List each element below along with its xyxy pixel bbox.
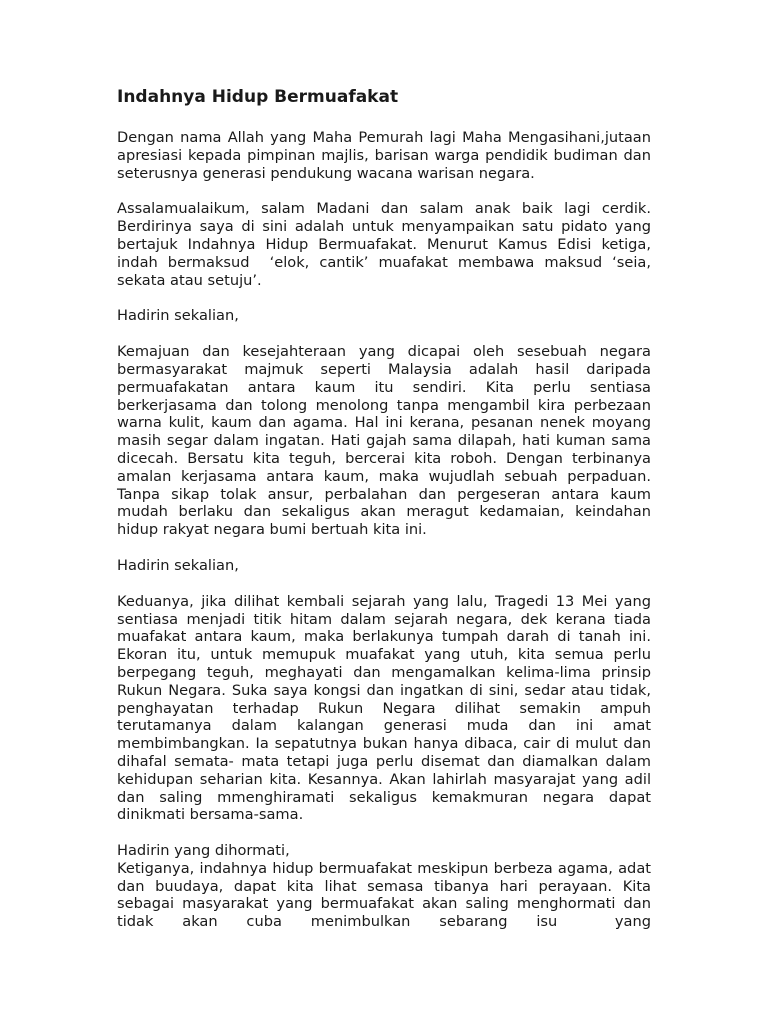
paragraph-address: Hadirin sekalian, <box>117 556 239 574</box>
paragraph-opening: Dengan nama Allah yang Maha Pemurah lagi Maha Mengasihani,jutaan apresiasi kepada pimpinan majlis, barisan warga pendidik budiman dan seterusnya generasi pendukung wacana warisan negara. <box>117 129 651 182</box>
paragraph-second-point: Keduanya, jika dilihat kembali sejarah yang lalu, Tragedi 13 Mei yang sentiasa menjadi titik hitam dalam sejarah negara, dek kerana tiada muafakat antara kaum, maka berlakunya tumpah darah di tanah ini. Ekoran itu, untuk memupuk muafakat yang utuh, kita semua perlu berpegang teguh, meghayati dan mengamalkan kelima-lima prinsip Rukun Negara. Suka saya kongsi dan ingatkan di sini, sedar atau tidak, penghayatan terhadap Rukun Negara dilihat semakin ampuh terutamanya dalam kalangan generasi muda dan ini amat membimbangkan. Ia sepatutnya bukan hanya dibaca, cair di mulut dan dihafal semata- mata tetapi juga perlu disemat dan diamalkan dalam kehidupan seharian kita. Kesannya. Akan lahirlah masyarajat yang adil dan saling mmenghiramati sekaligus kemakmuran negara dapat dinikmati bersama-sama. <box>117 592 651 824</box>
paragraph-first-point: Kemajuan dan kesejahteraan yang dicapai oleh sesebuah negara bermasyarakat majmuk seperti Malaysia adalah hasil daripada permuafakatan antara kaum itu sendiri. Kita perlu sentiasa berkerjasama dan tolong menolong tanpa mengambil kira perbezaan warna kulit, kaum dan agama. Hal ini kerana, pesanan nenek moyang masih segar dalam ingatan. Hati gajah sama dilapah, hati kuman sama dicecah. Bersatu kita teguh, bercerai kita roboh. Dengan terbinanya amalan kerjasama antara kaum, maka wujudlah sebuah perpaduan. Tanpa sikap tolak ansur, perbalahan dan pergeseran antara kaum mudah berlaku dan sekaligus akan meragut kedamaian, keindahan hidup rakyat negara bumi bertuah kita ini. <box>117 343 651 539</box>
paragraph-address: Hadirin yang dihormati, <box>117 842 290 860</box>
paragraph-third-point: Ketiganya, indahnya hidup bermuafakat meskipun berbeza agama, adat dan buudaya, dapat kita lihat semasa tibanya hari perayaan. Kita sebagai masyarakat yang bermuafakat akan saling menghormati dan tidak akan cuba menimbulkan sebarang isu yang <box>117 859 651 931</box>
paragraph-greeting: Assalamualaikum, salam Madani dan salam anak baik lagi cerdik. Berdirinya saya di sini adalah untuk menyampaikan satu pidato yang bertajuk Indahnya Hidup Bermuafakat. Menurut Kamus Edisi ketiga, indah bermaksud ‘elok, cantik’ muafakat membawa maksud ‘seia, sekata atau setuju’. <box>117 200 651 289</box>
document-title: Indahnya Hidup Bermuafakat <box>117 87 399 107</box>
paragraph-address: Hadirin sekalian, <box>117 307 239 325</box>
document-body <box>117 86 651 949</box>
